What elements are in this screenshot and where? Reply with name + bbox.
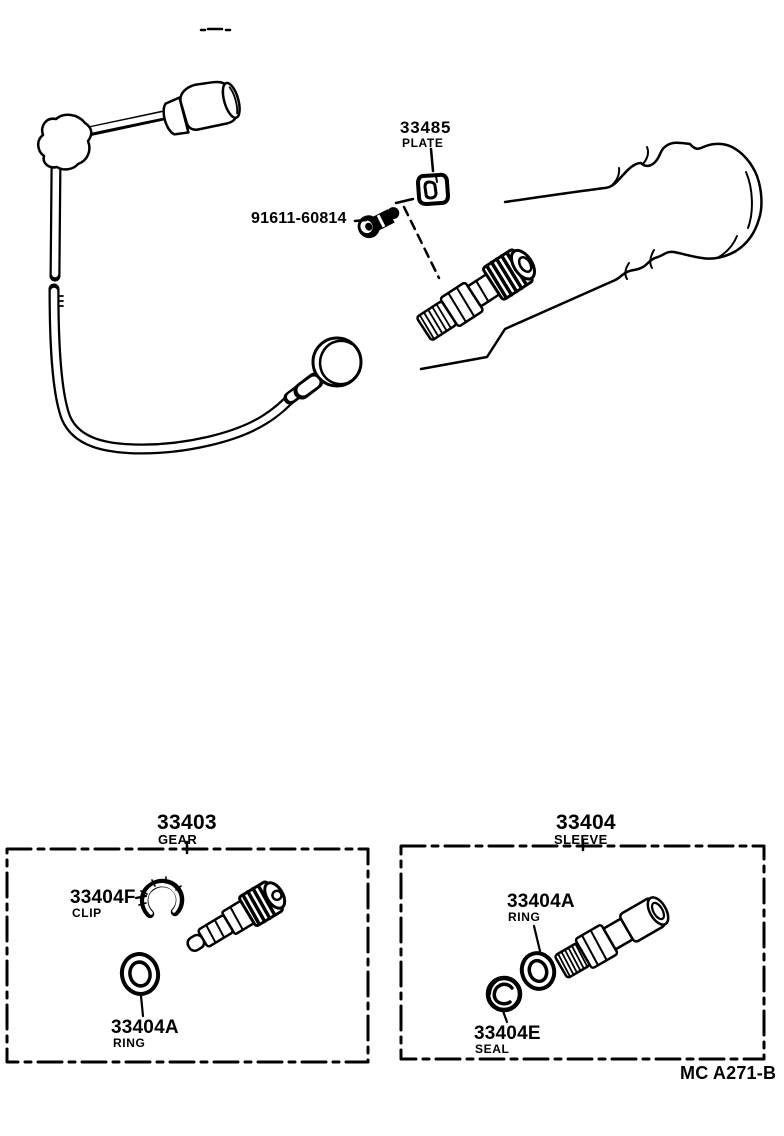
sleeve-box-title-number: 33404 (556, 811, 616, 834)
clip-label-name: CLIP (72, 906, 102, 920)
seal-leader-line (503, 1011, 507, 1022)
seal-drawing (488, 978, 520, 1010)
ring-left-label-number: 33404A (111, 1017, 179, 1038)
driven-gear-drawing (414, 244, 541, 345)
cable-connector-drawing (158, 74, 244, 139)
plate-drawing (418, 175, 448, 204)
bolt-leader-line (355, 220, 366, 221)
speedometer-cable-drawing (38, 74, 361, 449)
oring-left-drawing (118, 951, 162, 998)
callout-plate-name: PLATE (402, 136, 444, 150)
transmission-housing-drawing (421, 143, 761, 369)
oring-right-drawing (517, 949, 559, 993)
oring-left-leader-line (141, 996, 143, 1016)
assembly-tick (396, 199, 413, 203)
callout-bolt-number: 91611-60814 (251, 210, 347, 227)
tear-marks (201, 29, 230, 30)
gear-box-title-number: 33403 (157, 811, 217, 834)
ring-right-label-number: 33404A (507, 891, 575, 912)
gear-33403-drawing (180, 877, 290, 962)
grommet-drawing (38, 115, 91, 170)
seal-label-number: 33404E (474, 1023, 541, 1044)
ring-left-label-name: RING (113, 1036, 146, 1050)
assembly-dashed-line (404, 207, 439, 278)
seal-label-name: SEAL (475, 1042, 510, 1056)
gear-box-outline (7, 849, 368, 1062)
clip-label-number: 33404F (70, 887, 136, 908)
ring-right-label-name: RING (508, 910, 541, 924)
figure-code: MC A271-B (680, 1063, 777, 1083)
gear-box-title-name: GEAR (158, 832, 198, 847)
callout-plate-number: 33485 (400, 118, 452, 137)
plate-leader-line (431, 149, 433, 171)
sleeve-box-title-name: SLEEVE (554, 832, 608, 847)
oring-right-leader-line (534, 926, 540, 951)
